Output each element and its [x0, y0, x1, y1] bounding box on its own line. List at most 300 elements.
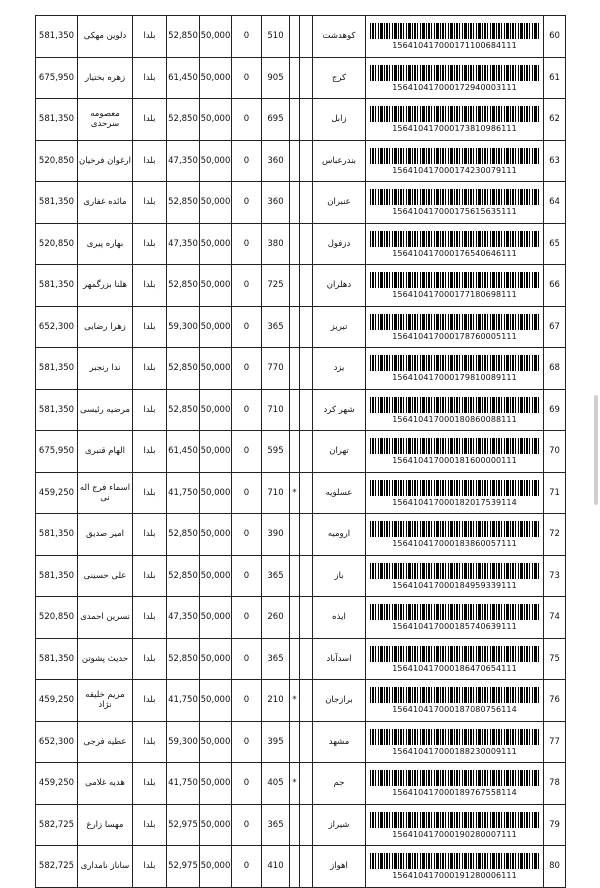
price-cell: 52,850 [167, 99, 200, 141]
recipient-name-cell: ارغوان فرخیان [78, 140, 133, 182]
fee-cell: 50,000 [200, 763, 232, 805]
barcode-bars [370, 23, 539, 39]
zero-cell: 0 [232, 846, 262, 888]
barcode-number: 156410417000188230009111 [392, 746, 517, 756]
fee-cell: 50,000 [200, 721, 232, 763]
row-number-cell: 66 [544, 265, 566, 307]
barcode-bars [370, 521, 539, 537]
amount-cell: 652,300 [36, 721, 78, 763]
recipient-name-cell: بهاره پیری [78, 223, 133, 265]
barcode-number: 156410417000173810986111 [392, 124, 517, 134]
amount-cell: 520,850 [36, 140, 78, 182]
weight-cell: 695 [262, 99, 290, 141]
city-cell: بندرعباس [313, 140, 366, 182]
barcode-cell [366, 846, 544, 888]
city-cell: باز [313, 555, 366, 597]
barcode-number: 156410417000175615635111 [392, 207, 517, 217]
weight-cell: 365 [262, 804, 290, 846]
table-row [36, 804, 566, 846]
price-cell: 52,850 [167, 555, 200, 597]
price-cell: 52,850 [167, 182, 200, 224]
city-cell: یزد [313, 348, 366, 390]
row-number-cell: 61 [544, 57, 566, 99]
barcode-number: 156410417000178760005111 [392, 331, 517, 341]
price-cell: 41,750 [167, 680, 200, 722]
zero-cell: 0 [232, 306, 262, 348]
fee-cell: 50,000 [200, 389, 232, 431]
recipient-name-cell: معصومه سرحدی [78, 99, 133, 141]
type-cell: بلدا [133, 265, 167, 307]
empty-cell [300, 16, 313, 58]
table-row [36, 140, 566, 182]
recipient-name-cell: زهره بختیار [78, 57, 133, 99]
star-cell: * [290, 680, 300, 722]
recipient-name-cell: الهام قنبری [78, 431, 133, 473]
price-cell: 52,850 [167, 638, 200, 680]
barcode-number: 156410417000191280006111 [392, 871, 517, 881]
barcode-bars [370, 397, 539, 413]
weight-cell: 710 [262, 389, 290, 431]
row-number-cell: 71 [544, 472, 566, 514]
fee-cell: 50,000 [200, 265, 232, 307]
zero-cell: 0 [232, 514, 262, 556]
barcode-number: 156410417000174230079111 [392, 165, 517, 175]
weight-cell: 365 [262, 306, 290, 348]
city-cell: تبریز [313, 306, 366, 348]
weight-cell: 405 [262, 763, 290, 805]
barcode-bars [370, 355, 539, 371]
shipment-sheet [35, 15, 565, 888]
barcode-cell [366, 140, 544, 182]
barcode-cell [366, 472, 544, 514]
table-row [36, 306, 566, 348]
barcode-bars [370, 812, 539, 828]
empty-cell [300, 804, 313, 846]
barcode-cell [366, 182, 544, 224]
empty-cell [300, 99, 313, 141]
zero-cell: 0 [232, 804, 262, 846]
zero-cell: 0 [232, 431, 262, 473]
city-cell: جم [313, 763, 366, 805]
fee-cell: 50,000 [200, 804, 232, 846]
type-cell: بلدا [133, 555, 167, 597]
empty-cell [300, 846, 313, 888]
type-cell: بلدا [133, 597, 167, 639]
city-cell: کوهدشت [313, 16, 366, 58]
city-cell: کرج [313, 57, 366, 99]
barcode-bars [370, 770, 539, 786]
barcode-cell [366, 763, 544, 805]
empty-cell [300, 638, 313, 680]
fee-cell: 50,000 [200, 555, 232, 597]
price-cell: 52,850 [167, 389, 200, 431]
amount-cell: 520,850 [36, 597, 78, 639]
barcode-cell [366, 348, 544, 390]
type-cell: بلدا [133, 99, 167, 141]
zero-cell: 0 [232, 680, 262, 722]
empty-cell [300, 597, 313, 639]
table-row [36, 16, 566, 58]
table-row [36, 597, 566, 639]
weight-cell: 360 [262, 140, 290, 182]
row-number-cell: 69 [544, 389, 566, 431]
barcode-cell [366, 265, 544, 307]
amount-cell: 581,350 [36, 348, 78, 390]
fee-cell: 50,000 [200, 57, 232, 99]
weight-cell: 210 [262, 680, 290, 722]
star-cell [290, 846, 300, 888]
star-cell [290, 306, 300, 348]
amount-cell: 652,300 [36, 306, 78, 348]
table-row [36, 182, 566, 224]
row-number-cell: 75 [544, 638, 566, 680]
fee-cell: 50,000 [200, 99, 232, 141]
barcode-number: 156410417000171100684111 [392, 41, 517, 51]
zero-cell: 0 [232, 763, 262, 805]
city-cell: عنبران [313, 182, 366, 224]
empty-cell [300, 348, 313, 390]
zero-cell: 0 [232, 16, 262, 58]
amount-cell: 675,950 [36, 57, 78, 99]
type-cell: بلدا [133, 431, 167, 473]
barcode-number: 156410417000182017539114 [392, 497, 517, 507]
amount-cell: 459,250 [36, 680, 78, 722]
fee-cell: 50,000 [200, 472, 232, 514]
type-cell: بلدا [133, 472, 167, 514]
table-row [36, 431, 566, 473]
weight-cell: 770 [262, 348, 290, 390]
row-number-cell: 72 [544, 514, 566, 556]
amount-cell: 459,250 [36, 763, 78, 805]
barcode-cell [366, 514, 544, 556]
barcode-bars [370, 604, 539, 620]
price-cell: 52,850 [167, 514, 200, 556]
price-cell: 52,850 [167, 265, 200, 307]
star-cell [290, 597, 300, 639]
table-row [36, 472, 566, 514]
barcode-bars [370, 106, 539, 122]
star-cell [290, 140, 300, 182]
type-cell: بلدا [133, 389, 167, 431]
star-cell [290, 348, 300, 390]
price-cell: 59,300 [167, 721, 200, 763]
star-cell [290, 16, 300, 58]
empty-cell [300, 721, 313, 763]
price-cell: 61,450 [167, 57, 200, 99]
barcode-bars [370, 480, 539, 496]
star-cell [290, 223, 300, 265]
type-cell: بلدا [133, 57, 167, 99]
table-row [36, 555, 566, 597]
barcode-number: 156410417000181600000111 [392, 456, 517, 466]
zero-cell: 0 [232, 99, 262, 141]
price-cell: 47,350 [167, 597, 200, 639]
row-number-cell: 80 [544, 846, 566, 888]
city-cell: شیراز [313, 804, 366, 846]
star-cell: * [290, 763, 300, 805]
weight-cell: 905 [262, 57, 290, 99]
empty-cell [300, 555, 313, 597]
barcode-number: 156410417000179810089111 [392, 373, 517, 383]
city-cell: برازجان [313, 680, 366, 722]
weight-cell: 390 [262, 514, 290, 556]
zero-cell: 0 [232, 638, 262, 680]
scrollbar[interactable] [594, 395, 598, 505]
table-row [36, 99, 566, 141]
recipient-name-cell: مهسا زارع [78, 804, 133, 846]
price-cell: 47,350 [167, 140, 200, 182]
table-row [36, 763, 566, 805]
barcode-bars [370, 148, 539, 164]
row-number-cell: 68 [544, 348, 566, 390]
empty-cell [300, 472, 313, 514]
amount-cell: 581,350 [36, 638, 78, 680]
amount-cell: 581,350 [36, 182, 78, 224]
fee-cell: 50,000 [200, 846, 232, 888]
amount-cell: 459,250 [36, 472, 78, 514]
recipient-name-cell: اسماء فرج اله نی [78, 472, 133, 514]
table-row [36, 680, 566, 722]
empty-cell [300, 680, 313, 722]
amount-cell: 581,350 [36, 99, 78, 141]
empty-cell [300, 431, 313, 473]
fee-cell: 50,000 [200, 140, 232, 182]
fee-cell: 50,000 [200, 348, 232, 390]
empty-cell [300, 389, 313, 431]
fee-cell: 50,000 [200, 514, 232, 556]
weight-cell: 380 [262, 223, 290, 265]
type-cell: بلدا [133, 763, 167, 805]
zero-cell: 0 [232, 57, 262, 99]
zero-cell: 0 [232, 265, 262, 307]
price-cell: 47,350 [167, 223, 200, 265]
barcode-number: 156410417000185740639111 [392, 622, 517, 632]
barcode-cell [366, 306, 544, 348]
amount-cell: 581,350 [36, 389, 78, 431]
barcode-cell [366, 721, 544, 763]
fee-cell: 50,000 [200, 16, 232, 58]
barcode-bars [370, 438, 539, 454]
recipient-name-cell: مریم خلیفه نژاد [78, 680, 133, 722]
empty-cell [300, 265, 313, 307]
weight-cell: 725 [262, 265, 290, 307]
weight-cell: 710 [262, 472, 290, 514]
row-number-cell: 76 [544, 680, 566, 722]
amount-cell: 581,350 [36, 514, 78, 556]
empty-cell [300, 140, 313, 182]
star-cell [290, 721, 300, 763]
zero-cell: 0 [232, 223, 262, 265]
weight-cell: 510 [262, 16, 290, 58]
amount-cell: 582,725 [36, 804, 78, 846]
empty-cell [300, 514, 313, 556]
fee-cell: 50,000 [200, 680, 232, 722]
price-cell: 52,975 [167, 804, 200, 846]
barcode-bars [370, 729, 539, 745]
weight-cell: 260 [262, 597, 290, 639]
zero-cell: 0 [232, 721, 262, 763]
empty-cell [300, 182, 313, 224]
fee-cell: 50,000 [200, 431, 232, 473]
barcode-number: 156410417000180860088111 [392, 414, 517, 424]
recipient-name-cell: ساناز نامداری [78, 846, 133, 888]
zero-cell: 0 [232, 555, 262, 597]
star-cell [290, 99, 300, 141]
fee-cell: 50,000 [200, 223, 232, 265]
zero-cell: 0 [232, 389, 262, 431]
barcode-cell [366, 555, 544, 597]
type-cell: بلدا [133, 846, 167, 888]
type-cell: بلدا [133, 306, 167, 348]
weight-cell: 410 [262, 846, 290, 888]
barcode-bars [370, 687, 539, 703]
table-row [36, 846, 566, 888]
star-cell [290, 182, 300, 224]
barcode-number: 156410417000184959339111 [392, 580, 517, 590]
weight-cell: 395 [262, 721, 290, 763]
zero-cell: 0 [232, 472, 262, 514]
price-cell: 41,750 [167, 472, 200, 514]
table-row [36, 223, 566, 265]
zero-cell: 0 [232, 140, 262, 182]
row-number-cell: 77 [544, 721, 566, 763]
star-cell [290, 431, 300, 473]
star-cell [290, 389, 300, 431]
barcode-bars [370, 231, 539, 247]
row-number-cell: 70 [544, 431, 566, 473]
barcode-cell [366, 638, 544, 680]
recipient-name-cell: علی حسینی [78, 555, 133, 597]
barcode-cell [366, 389, 544, 431]
weight-cell: 365 [262, 638, 290, 680]
city-cell: مشهد [313, 721, 366, 763]
recipient-name-cell: هدیه غلامی [78, 763, 133, 805]
table-row [36, 57, 566, 99]
barcode-number: 156410417000187080756114 [392, 705, 517, 715]
price-cell: 52,850 [167, 348, 200, 390]
amount-cell: 581,350 [36, 16, 78, 58]
price-cell: 52,850 [167, 16, 200, 58]
amount-cell: 520,850 [36, 223, 78, 265]
type-cell: بلدا [133, 223, 167, 265]
recipient-name-cell: حدیث پشوتن [78, 638, 133, 680]
amount-cell: 675,950 [36, 431, 78, 473]
city-cell: اهواز [313, 846, 366, 888]
table-row [36, 721, 566, 763]
city-cell: عسلویه [313, 472, 366, 514]
row-number-cell: 67 [544, 306, 566, 348]
recipient-name-cell: هلنا بزرگمهر [78, 265, 133, 307]
type-cell: بلدا [133, 680, 167, 722]
barcode-cell [366, 680, 544, 722]
barcode-number: 156410417000190280007111 [392, 829, 517, 839]
barcode-bars [370, 314, 539, 330]
recipient-name-cell: دلوین مهکی [78, 16, 133, 58]
city-cell: ارومیه [313, 514, 366, 556]
fee-cell: 50,000 [200, 597, 232, 639]
barcode-number: 156410417000177180698111 [392, 290, 517, 300]
weight-cell: 360 [262, 182, 290, 224]
empty-cell [300, 223, 313, 265]
recipient-name-cell: عطیه فرجی [78, 721, 133, 763]
barcode-bars [370, 646, 539, 662]
city-cell: دزفول [313, 223, 366, 265]
star-cell [290, 555, 300, 597]
star-cell [290, 638, 300, 680]
recipient-name-cell: ندا رنجبر [78, 348, 133, 390]
table-row [36, 514, 566, 556]
barcode-cell [366, 804, 544, 846]
barcode-number: 156410417000172940003111 [392, 82, 517, 92]
row-number-cell: 78 [544, 763, 566, 805]
barcode-bars [370, 853, 539, 869]
fee-cell: 50,000 [200, 182, 232, 224]
star-cell [290, 57, 300, 99]
barcode-number: 156410417000186470654111 [392, 663, 517, 673]
row-number-cell: 62 [544, 99, 566, 141]
type-cell: بلدا [133, 638, 167, 680]
row-number-cell: 65 [544, 223, 566, 265]
barcode-cell [366, 223, 544, 265]
recipient-name-cell: امیر صدیق [78, 514, 133, 556]
recipient-name-cell: زهرا رضایی [78, 306, 133, 348]
amount-cell: 581,350 [36, 265, 78, 307]
recipient-name-cell: مائده غفاری [78, 182, 133, 224]
fee-cell: 50,000 [200, 306, 232, 348]
row-number-cell: 73 [544, 555, 566, 597]
barcode-number: 156410417000183860057111 [392, 539, 517, 549]
empty-cell [300, 763, 313, 805]
star-cell [290, 265, 300, 307]
city-cell: دهلران [313, 265, 366, 307]
barcode-number: 156410417000189767558114 [392, 788, 517, 798]
fee-cell: 50,000 [200, 638, 232, 680]
barcode-number: 156410417000176540646111 [392, 248, 517, 258]
city-cell: ایذه [313, 597, 366, 639]
city-cell: اسدآباد [313, 638, 366, 680]
barcode-bars [370, 65, 539, 81]
amount-cell: 581,350 [36, 555, 78, 597]
row-number-cell: 64 [544, 182, 566, 224]
empty-cell [300, 57, 313, 99]
type-cell: بلدا [133, 721, 167, 763]
zero-cell: 0 [232, 597, 262, 639]
row-number-cell: 63 [544, 140, 566, 182]
barcode-cell [366, 431, 544, 473]
city-cell: تهران [313, 431, 366, 473]
barcode-cell [366, 597, 544, 639]
row-number-cell: 79 [544, 804, 566, 846]
star-cell: * [290, 472, 300, 514]
type-cell: بلدا [133, 140, 167, 182]
type-cell: بلدا [133, 182, 167, 224]
star-cell [290, 804, 300, 846]
weight-cell: 365 [262, 555, 290, 597]
type-cell: بلدا [133, 514, 167, 556]
barcode-cell [366, 57, 544, 99]
barcode-bars [370, 272, 539, 288]
city-cell: شهر کرد [313, 389, 366, 431]
shipment-table [35, 15, 566, 888]
table-row [36, 389, 566, 431]
barcode-cell [366, 99, 544, 141]
price-cell: 52,975 [167, 846, 200, 888]
table-row [36, 348, 566, 390]
barcode-bars [370, 563, 539, 579]
zero-cell: 0 [232, 182, 262, 224]
zero-cell: 0 [232, 348, 262, 390]
price-cell: 59,300 [167, 306, 200, 348]
